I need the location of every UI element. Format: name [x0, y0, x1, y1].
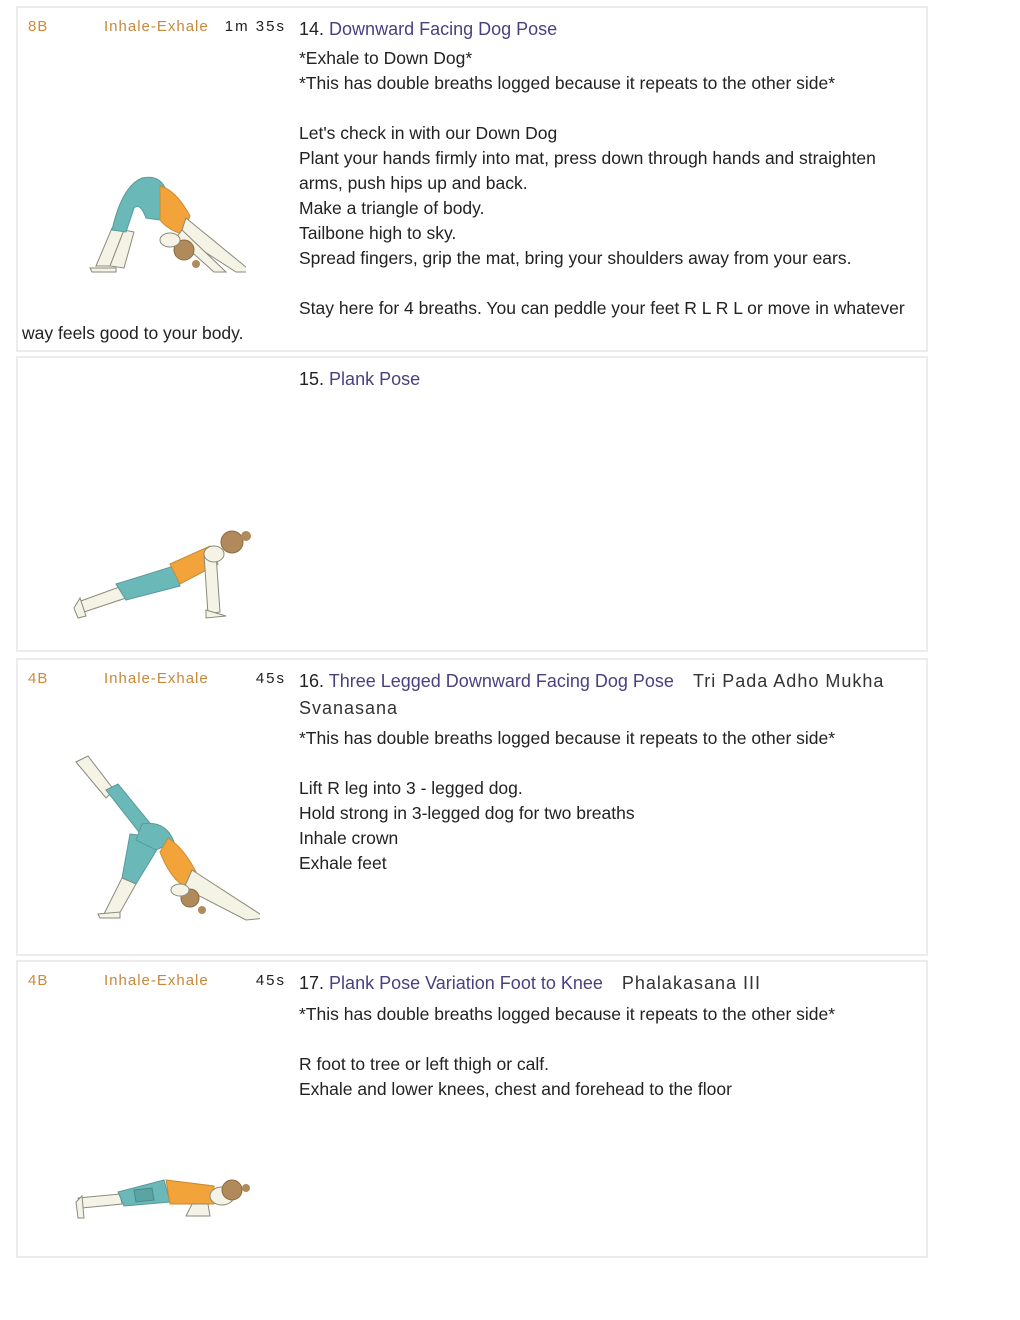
breath-type: Inhale-Exhale [104, 18, 209, 35]
pose-name-link[interactable]: Plank Pose Variation Foot to Knee [329, 973, 603, 993]
pose-number: 14. [299, 19, 325, 39]
pose-name-link[interactable]: Three Legged Downward Facing Dog Pose [328, 671, 674, 691]
instruction-line: R foot to tree or left thigh or calf. [299, 1054, 549, 1074]
instruction-line [299, 96, 916, 121]
instruction-line: Lift R leg into 3 - legged dog. [299, 778, 523, 798]
pose-title [299, 16, 916, 43]
pose-card-15 [16, 356, 928, 652]
pose-name-link[interactable]: Downward Facing Dog Pose [329, 19, 558, 39]
sanskrit-name: Tri Pada Adho Mukha [692, 671, 885, 691]
breath-count: 8B [28, 18, 49, 35]
pose-card-17 [16, 960, 928, 1258]
breath-type: Inhale-Exhale [104, 670, 209, 687]
pose-number: 16. [299, 671, 325, 691]
instruction-line: *This has double breaths logged because it repeats to the other side* [299, 1004, 836, 1024]
pose-meta [18, 8, 286, 48]
instruction-line: *This has double breaths logged because it repeats to the other side* [299, 728, 836, 748]
sanskrit-name: Phalakasana III [621, 973, 761, 993]
instruction-line [299, 1027, 916, 1052]
pose-duration: 45s [255, 972, 286, 989]
instruction-line: Make a triangle of body. [299, 198, 485, 218]
instruction-line [299, 271, 916, 296]
instruction-line: Exhale feet [299, 853, 387, 873]
instruction-line [299, 751, 916, 776]
instruction-wrap-line: way feels good to your body. [22, 323, 244, 343]
instruction-line: Spread fingers, grip the mat, bring your shoulders away from your ears. [299, 248, 852, 268]
sanskrit-name-cont: Svanasana [299, 698, 399, 718]
breath-type: Inhale-Exhale [104, 972, 209, 989]
pose-instructions [299, 1002, 916, 1102]
instruction-line: Stay here for 4 breaths. You can peddle your feet R L R L or move in whatever [299, 298, 905, 318]
instruction-line: arms, push hips up and back. [299, 173, 528, 193]
instruction-line: Plant your hands firmly into mat, press down through hands and straighten [299, 148, 876, 168]
breath-count: 4B [28, 972, 49, 989]
pose-title [299, 970, 916, 997]
instruction-line: Inhale crown [299, 828, 399, 848]
pose-title [299, 668, 916, 722]
pose-duration: 1m 35s [224, 18, 286, 35]
downward-dog-figure-icon [76, 168, 246, 274]
pose-name-link[interactable]: Plank Pose [329, 369, 421, 389]
instruction-line: Exhale and lower knees, chest and forehead to the floor [299, 1079, 732, 1099]
pose-number: 15. [299, 369, 325, 389]
pose-meta [18, 660, 286, 700]
instruction-line: Tailbone high to sky. [299, 223, 457, 243]
pose-number: 17. [299, 973, 325, 993]
pose-meta [18, 962, 286, 1002]
pose-instructions [299, 46, 916, 321]
pose-duration: 45s [255, 670, 286, 687]
instruction-line: *Exhale to Down Dog* [299, 48, 473, 68]
instruction-line: Hold strong in 3-legged dog for two breaths [299, 803, 635, 823]
pose-card-14 [16, 6, 928, 352]
breath-count: 4B [28, 670, 49, 687]
instruction-line: Let's check in with our Down Dog [299, 123, 558, 143]
plank-variation-figure-icon [74, 1176, 254, 1226]
instruction-line: *This has double breaths logged because it repeats to the other side* [299, 73, 836, 93]
pose-instructions [299, 726, 916, 876]
plank-figure-icon [70, 524, 260, 620]
pose-title [299, 366, 916, 393]
three-legged-dog-figure-icon [70, 754, 260, 922]
pose-card-16 [16, 658, 928, 956]
